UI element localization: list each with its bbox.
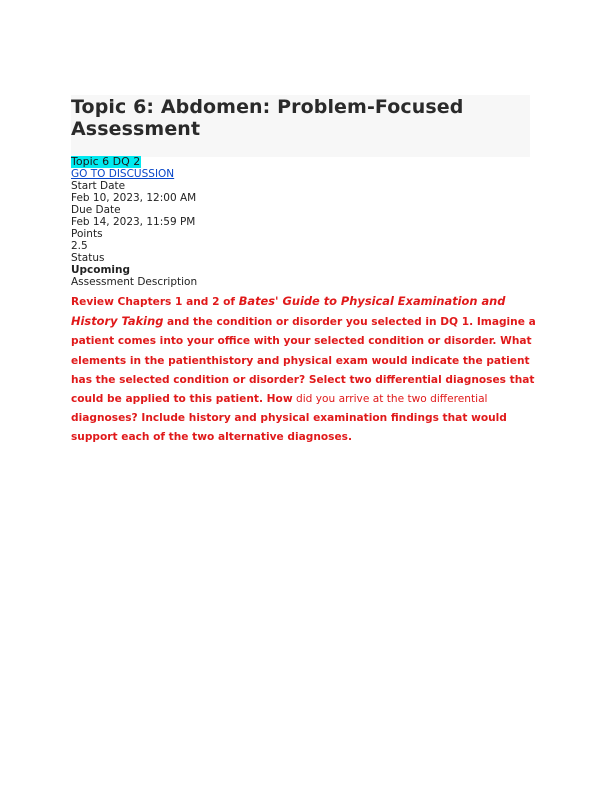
description-part-1: Review Chapters 1 and 2 of [71, 296, 239, 308]
points-value: 2.5 [71, 240, 88, 252]
start-date-label: Start Date [71, 180, 126, 192]
due-date-value: Feb 14, 2023, 11:59 PM [71, 216, 196, 228]
page-title: Topic 6: Abdomen: Problem-Focused Assessment [71, 96, 464, 140]
description-part-4: diagnoses? Include history and physical examination findings that would support each of the two alternative diagnoses. [71, 412, 507, 444]
assignment-details [71, 156, 531, 288]
assignment-name: Topic 6 DQ 2 [71, 155, 141, 168]
start-date-value: Feb 10, 2023, 12:00 AM [71, 192, 197, 204]
description-part-3: did you arrive at the two differential [292, 393, 488, 406]
go-to-discussion-row [71, 168, 531, 180]
assessment-description [71, 292, 541, 448]
book-title: Bates' Guide to Physical Examination and History Taking [71, 294, 506, 329]
go-to-discussion-link[interactable]: GO TO DISCUSSION [71, 168, 175, 180]
due-date-label: Due Date [71, 204, 121, 216]
description-part-2: and the condition or disorder you selected in DQ 1. Imagine a patient comes into your office with your selected condition or disorder. What elements in the patienthistory and physical exam would indicate the patient has the selected condition or disorder? Select two differential diagnoses that could be applied to this patient. How [71, 316, 536, 406]
status-label: Status [71, 252, 105, 264]
points-label: Points [71, 228, 103, 240]
status-value: Upcoming [71, 264, 131, 276]
assessment-description-label: Assessment Description [71, 276, 198, 288]
assignment-name-row [71, 156, 531, 168]
